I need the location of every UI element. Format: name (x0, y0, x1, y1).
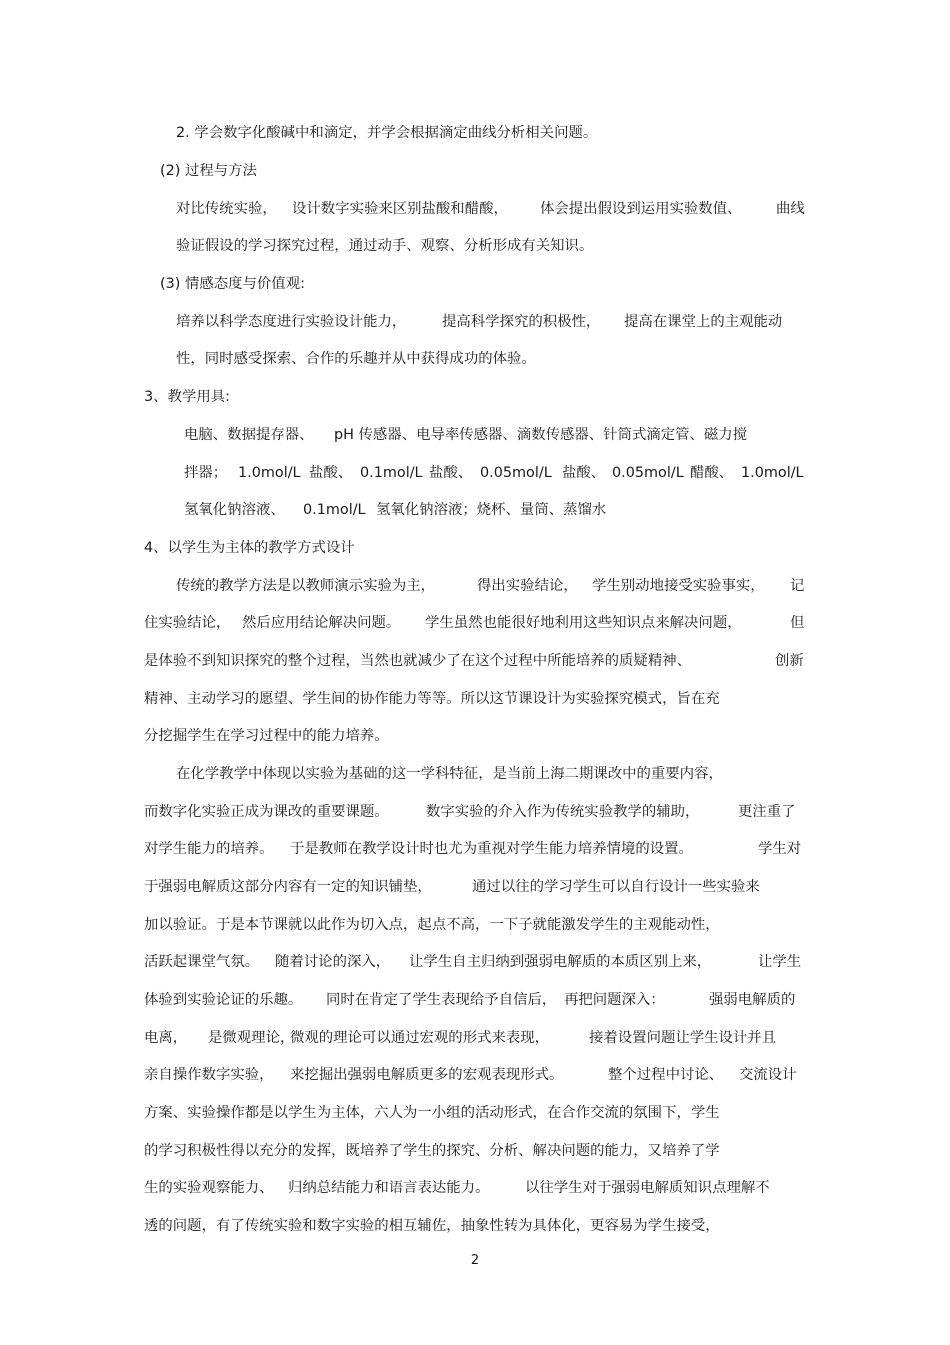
text-segment: 然后应用结论解决问题。 (242, 615, 401, 631)
text-segment: 生的实验观察能力、 (144, 1180, 274, 1196)
text-segment: 整个过程中讨论、 (608, 1067, 724, 1083)
text-segment: 氢氧化钠溶液、 (184, 502, 285, 518)
text-segment: (2) 过程与方法 (160, 163, 257, 179)
text-segment: 盐酸、 (309, 465, 353, 481)
text-segment: 归纳总结能力和语言表达能力。 (288, 1180, 490, 1196)
text-segment: 交流设计 (739, 1067, 797, 1083)
text-segment: 学生别动地接受实验事实， (592, 578, 765, 594)
text-line (0, 422, 950, 448)
text-segment: 是微观理论， (208, 1030, 295, 1046)
text-segment: 通过以往的学习学生可以自行设计一些实验来 (472, 879, 760, 895)
text-segment: 对学生能力的培养。 (144, 841, 274, 857)
text-segment: 于强弱电解质这部分内容有一定的知识铺垫， (144, 879, 432, 895)
text-segment: 在化学教学中体现以实验为基础的这一学科特征，是当前上海二期课改中的重要内容， (176, 766, 723, 782)
text-segment: 0.05mol/L (480, 465, 552, 481)
text-line (0, 271, 950, 297)
text-line (0, 761, 950, 787)
text-segment: 是体验不到知识探究的整个过程， (144, 653, 360, 669)
text-segment: 亲自操作数字实验， (144, 1067, 274, 1083)
text-line (0, 610, 950, 636)
text-line (0, 874, 950, 900)
text-line (0, 535, 950, 561)
text-segment: (3) 情感态度与价值观: (160, 276, 305, 292)
text-segment: 提高科学探究的积极性， (442, 314, 601, 330)
text-segment: 再把问题深入： (564, 992, 665, 1008)
text-line (0, 836, 950, 862)
text-segment: 创新 (775, 653, 804, 669)
text-line (0, 120, 950, 146)
text-segment: 4、以学生为主体的教学方式设计 (144, 540, 355, 556)
text-segment: 让学生 (758, 954, 802, 970)
text-segment: 培养以科学态度进行实验设计能力， (176, 314, 407, 330)
text-segment: 而数字化实验正成为课改的重要课题。 (144, 804, 389, 820)
text-segment: 设计数字实验来区别盐酸和醋酸， (292, 201, 508, 217)
text-segment: 但 (790, 615, 805, 631)
page-number: 2 (470, 1253, 480, 1268)
text-segment: 0.1mol/L (303, 502, 366, 518)
text-segment: 记 (790, 578, 805, 594)
text-segment: 体验到实验论证的乐趣。 (144, 992, 303, 1008)
text-line (0, 686, 950, 712)
text-segment: 盐酸、 (562, 465, 606, 481)
text-line (0, 497, 950, 523)
text-line (0, 1100, 950, 1126)
text-segment: 提高在课堂上的主观能动 (624, 314, 783, 330)
text-segment: 1.0mol/L (238, 465, 301, 481)
text-segment: 分挖掘学生在学习过程中的能力培养。 (144, 728, 389, 744)
text-segment: 2. 学会数字化酸碱中和滴定，并学会根据滴定曲线分析相关问题。 (176, 125, 598, 141)
text-segment: 的学习积极性得以充分的发挥，既培养了学生的探究、分析、解决问题的能力，又培养了学 (144, 1143, 720, 1159)
text-line (0, 723, 950, 749)
text-segment: 住实验结论， (144, 615, 231, 631)
text-line (0, 233, 950, 259)
text-segment: pH 传感器、电导率传感器、滴数传感器、针筒式滴定管、磁力搅 (334, 427, 748, 443)
text-segment: 随着讨论的深入， (275, 954, 391, 970)
text-line (0, 912, 950, 938)
text-segment: 活跃起课堂气氛。 (144, 954, 260, 970)
text-segment: 电离， (144, 1030, 188, 1046)
text-line (0, 309, 950, 335)
text-segment: 让学生自主归纳到强弱电解质的本质区别上来， (409, 954, 712, 970)
text-segment: 学生虽然也能很好地利用这些知识点来解决问题， (425, 615, 742, 631)
text-segment: 醋酸、 (690, 465, 734, 481)
text-line (0, 573, 950, 599)
text-segment: 对比传统实验， (176, 201, 277, 217)
text-line (0, 384, 950, 410)
text-segment: 电脑、数据提存器、 (184, 427, 314, 443)
text-segment: 精神、主动学习的愿望、学生间的协作能力等等。所以这节课设计为实验探究模式，旨在充 (144, 691, 720, 707)
text-segment: 以往学生对于强弱电解质知识点理解不 (525, 1180, 770, 1196)
text-segment: 加以验证。于是本节课就以此作为切入点，起点不高，一下子就能激发学生的主观能动性， (144, 917, 720, 933)
text-segment: 性，同时感受探索、合作的乐趣并从中获得成功的体验。 (176, 351, 536, 367)
text-line (0, 346, 950, 372)
text-segment: 传统的教学方法是以教师演示实验为主， (176, 578, 436, 594)
text-segment: 验证假设的学习探究过程，通过动手、观察、分析形成有关知识。 (176, 238, 594, 254)
text-line (0, 158, 950, 184)
text-segment: 同时在肯定了学生表现给予自信后， (326, 992, 557, 1008)
text-line (0, 1062, 950, 1088)
text-segment: 拌器； (184, 465, 228, 481)
text-line (0, 799, 950, 825)
text-line (0, 1025, 950, 1051)
text-line (0, 648, 950, 674)
text-segment: 体会提出假设到运用实验数值、 (540, 201, 742, 217)
text-line (0, 949, 950, 975)
text-segment: 微观的理论可以通过宏观的形式来表现， (290, 1030, 550, 1046)
text-segment: 透的问题，有了传统实验和数字实验的相互辅佐，抽象性转为具体化，更容易为学生接受， (144, 1218, 720, 1234)
text-line (0, 987, 950, 1013)
text-segment: 当然也就减少了在这个过程中所能培养的质疑精神、 (360, 653, 691, 669)
text-segment: 学生对 (758, 841, 802, 857)
text-segment: 强弱电解质的 (709, 992, 796, 1008)
text-segment: 接着设置问题让学生设计并且 (589, 1030, 777, 1046)
text-segment: 得出实验结论， (477, 578, 578, 594)
text-line (0, 1138, 950, 1164)
text-segment: 曲线 (776, 201, 805, 217)
text-line (0, 1213, 950, 1239)
text-line (0, 460, 950, 486)
text-segment: 盐酸、 (429, 465, 473, 481)
text-segment: 氢氧化钠溶液；烧杯、量筒、蒸馏水 (376, 502, 607, 518)
text-segment: 于是教师在教学设计时也尤为重视对学生能力培养情境的设置。 (290, 841, 693, 857)
text-segment: 1.0mol/L (741, 465, 804, 481)
text-segment: 0.1mol/L (360, 465, 423, 481)
text-segment: 3、教学用具: (144, 389, 230, 405)
text-segment: 方案、实验操作都是以学生为主体，六人为一小组的活动形式，在合作交流的氛围下，学生 (144, 1105, 720, 1121)
text-segment: 数字实验的介入作为传统实验教学的辅助， (426, 804, 700, 820)
text-segment: 0.05mol/L (612, 465, 684, 481)
text-line (0, 1175, 950, 1201)
text-segment: 更注重了 (738, 804, 796, 820)
text-line (0, 196, 950, 222)
text-segment: 来挖掘出强弱电解质更多的宏观表现形式。 (290, 1067, 564, 1083)
